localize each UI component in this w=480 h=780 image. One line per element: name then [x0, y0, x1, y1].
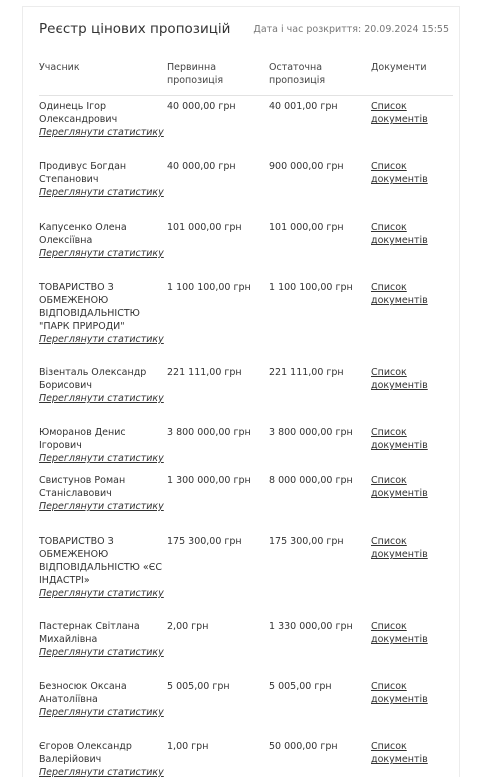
- initial-offer-value: 221 111,00 грн: [167, 367, 242, 378]
- participant-cell: [39, 740, 167, 779]
- documents-list-link-line2[interactable]: документів: [371, 295, 428, 306]
- view-statistics-link[interactable]: Переглянути статистику: [39, 501, 164, 512]
- documents-list-link[interactable]: Список: [371, 681, 407, 692]
- initial-offer-value: 40 000,00 грн: [167, 161, 236, 172]
- view-statistics-link[interactable]: Переглянути статистику: [39, 588, 164, 599]
- participant-name-line: Візенталь Олександр: [39, 367, 147, 378]
- participant-cell: [39, 366, 167, 405]
- initial-offer-value: 1 100 100,00 грн: [167, 282, 251, 293]
- view-statistics-link[interactable]: Переглянути статистику: [39, 707, 164, 718]
- participant-name-line: ІНДАСТРІ»: [39, 575, 90, 586]
- participant-name-line: Борисович: [39, 380, 92, 391]
- final-offer-value: 175 300,00 грн: [269, 536, 344, 547]
- initial-offer-value: 3 800 000,00 грн: [167, 427, 251, 438]
- initial-offer-value: 175 300,00 грн: [167, 536, 242, 547]
- participant-name-line: Продивус Богдан: [39, 161, 127, 172]
- documents-list-link-line2[interactable]: документів: [371, 694, 428, 705]
- view-statistics-link[interactable]: Переглянути статистику: [39, 767, 164, 778]
- participant-name-line: Олексіївна: [39, 235, 93, 246]
- participant-name-line: Валерійович: [39, 754, 102, 765]
- view-statistics-link[interactable]: Переглянути статистику: [39, 334, 164, 345]
- documents-list-link[interactable]: Список: [371, 427, 407, 438]
- participant-cell: [39, 281, 167, 346]
- documents-list-link-line2[interactable]: документів: [371, 634, 428, 645]
- column-header-documents: Документи: [371, 62, 427, 73]
- participant-name-line: Єгоров Олександр: [39, 741, 132, 752]
- participant-name-line: ВІДПОВІДАЛЬНІСТЮ: [39, 308, 140, 319]
- view-statistics-link[interactable]: Переглянути статистику: [39, 127, 164, 138]
- documents-cell: [371, 281, 451, 307]
- view-statistics-link[interactable]: Переглянути статистику: [39, 248, 164, 259]
- final-offer-value: 1 100 100,00 грн: [269, 282, 353, 293]
- documents-cell: [371, 100, 451, 126]
- column-header-participant: Учасник: [39, 62, 80, 73]
- price-offers-panel: [22, 6, 460, 777]
- final-offer-value: 5 005,00 грн: [269, 681, 332, 692]
- documents-cell: [371, 474, 451, 500]
- documents-list-link[interactable]: Список: [371, 367, 407, 378]
- documents-list-link-line2[interactable]: документів: [371, 440, 428, 451]
- initial-offer-value: 1,00 грн: [167, 741, 209, 752]
- documents-list-link[interactable]: Список: [371, 101, 407, 112]
- participant-cell: [39, 535, 167, 600]
- participant-name-line: Станіславович: [39, 488, 112, 499]
- final-offer-value: 3 800 000,00 грн: [269, 427, 353, 438]
- documents-cell: [371, 160, 451, 186]
- initial-offer-value: 40 000,00 грн: [167, 101, 236, 112]
- participant-name-line: ВІДПОВІДАЛЬНІСТЮ «ЄС: [39, 562, 162, 573]
- documents-list-link-line2[interactable]: документів: [371, 114, 428, 125]
- view-statistics-link[interactable]: Переглянути статистику: [39, 647, 164, 658]
- opening-datetime: Дата і час розкриття: 20.09.2024 15:55: [253, 24, 449, 35]
- participant-cell: [39, 680, 167, 719]
- participant-name-line: Михайлівна: [39, 634, 98, 645]
- final-offer-value: 40 001,00 грн: [269, 101, 338, 112]
- participant-name-line: Олександрович: [39, 114, 118, 125]
- documents-list-link-line2[interactable]: документів: [371, 235, 428, 246]
- documents-cell: [371, 366, 451, 392]
- documents-cell: [371, 221, 451, 247]
- view-statistics-link[interactable]: Переглянути статистику: [39, 453, 164, 464]
- participant-name-line: Юморанов Денис Ігорович: [39, 427, 126, 451]
- documents-list-link[interactable]: Список: [371, 621, 407, 632]
- documents-cell: [371, 426, 451, 452]
- documents-cell: [371, 740, 451, 766]
- participant-name-line: ТОВАРИСТВО З: [39, 536, 114, 547]
- participant-name-line: Безносюк Оксана: [39, 681, 127, 692]
- final-offer-value: 8 000 000,00 грн: [269, 475, 353, 486]
- view-statistics-link[interactable]: Переглянути статистику: [39, 187, 164, 198]
- final-offer-value: 1 330 000,00 грн: [269, 621, 353, 632]
- participant-cell: [39, 100, 167, 139]
- participant-name-line: "ПАРК ПРИРОДИ": [39, 321, 125, 332]
- documents-list-link[interactable]: Список: [371, 536, 407, 547]
- participant-cell: [39, 426, 167, 465]
- final-offer-value: 900 000,00 грн: [269, 161, 344, 172]
- documents-list-link-line2[interactable]: документів: [371, 174, 428, 185]
- final-offer-value: 101 000,00 грн: [269, 222, 344, 233]
- documents-list-link-line2[interactable]: документів: [371, 380, 428, 391]
- column-header-initial-offer: Первинна пропозиція: [167, 62, 224, 86]
- final-offer-value: 50 000,00 грн: [269, 741, 338, 752]
- participant-name-line: Свистунов Роман: [39, 475, 126, 486]
- final-offer-value: 221 111,00 грн: [269, 367, 344, 378]
- panel-title: Реєстр цінових пропозицій: [39, 21, 231, 37]
- documents-list-link[interactable]: Список: [371, 475, 407, 486]
- participant-name-line: Пастернак Світлана: [39, 621, 140, 632]
- participant-name-line: ОБМЕЖЕНОЮ: [39, 295, 109, 306]
- column-header-final-offer: Остаточна пропозиція: [269, 62, 326, 86]
- documents-cell: [371, 535, 451, 561]
- documents-list-link[interactable]: Список: [371, 741, 407, 752]
- documents-list-link[interactable]: Список: [371, 161, 407, 172]
- documents-list-link-line2[interactable]: документів: [371, 549, 428, 560]
- panel-header: [39, 21, 449, 41]
- view-statistics-link[interactable]: Переглянути статистику: [39, 393, 164, 404]
- participant-cell: [39, 620, 167, 659]
- documents-list-link-line2[interactable]: документів: [371, 754, 428, 765]
- participant-cell: [39, 221, 167, 260]
- initial-offer-value: 5 005,00 грн: [167, 681, 230, 692]
- documents-list-link-line2[interactable]: документів: [371, 488, 428, 499]
- header-divider: [39, 95, 453, 96]
- documents-cell: [371, 620, 451, 646]
- initial-offer-value: 1 300 000,00 грн: [167, 475, 251, 486]
- participant-name-line: ТОВАРИСТВО З: [39, 282, 114, 293]
- participant-name-line: Капусенко Олена: [39, 222, 127, 233]
- participant-cell: [39, 474, 167, 513]
- documents-list-link[interactable]: Список: [371, 282, 407, 293]
- participant-cell: [39, 160, 167, 199]
- participant-name-line: ОБМЕЖЕНОЮ: [39, 549, 109, 560]
- initial-offer-value: 101 000,00 грн: [167, 222, 242, 233]
- participant-name-line: Степанович: [39, 174, 99, 185]
- documents-list-link[interactable]: Список: [371, 222, 407, 233]
- participant-name-line: Анатоліївна: [39, 694, 98, 705]
- documents-cell: [371, 680, 451, 706]
- initial-offer-value: 2,00 грн: [167, 621, 209, 632]
- participant-name-line: Одинець Ігор: [39, 101, 106, 112]
